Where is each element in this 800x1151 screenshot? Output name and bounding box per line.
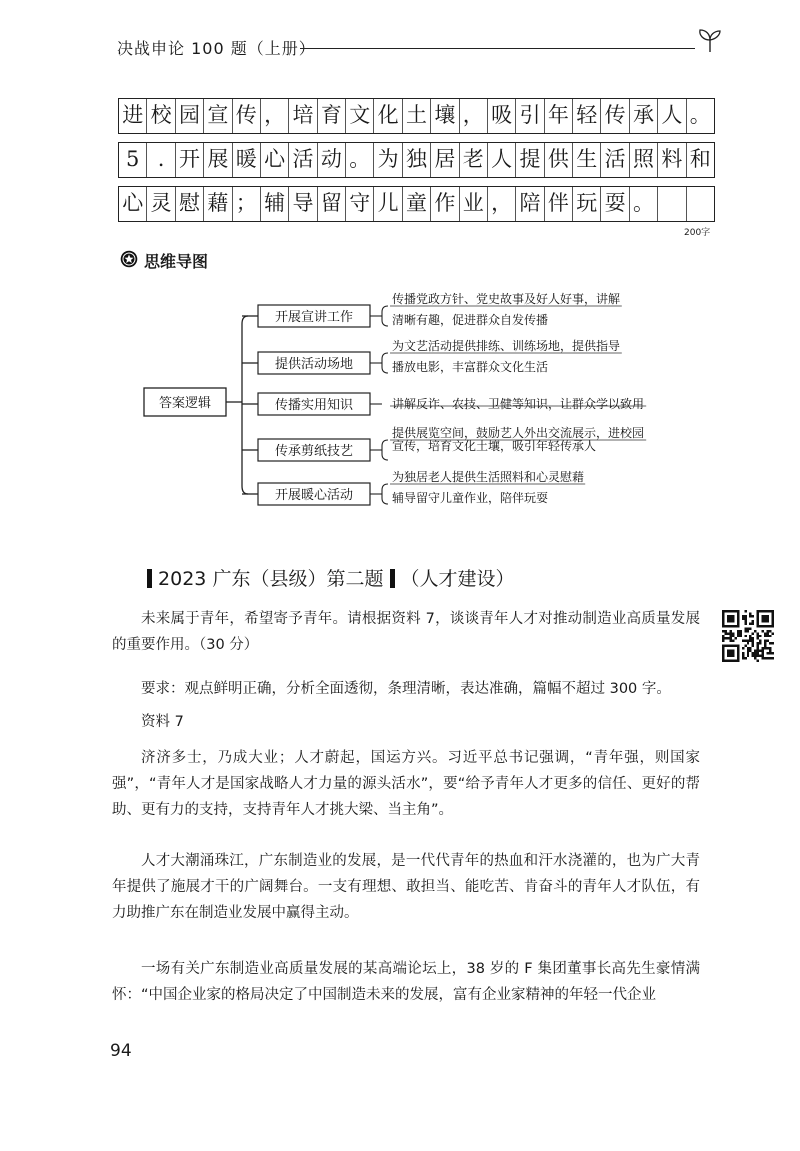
grid-cell: 照 <box>630 143 658 177</box>
grid-cell: 慰 <box>176 187 204 221</box>
grid-cell: 作 <box>431 187 459 221</box>
grid-cell: 培 <box>289 99 317 133</box>
mindmap-detail: 讲解反诈、农技、卫健等知识，让群众学以致用 <box>392 397 645 411</box>
grid-cell: 5 <box>119 143 147 177</box>
mindmap-detail: 为文艺活动提供排练、训练场地，提供指导 <box>392 339 621 353</box>
mindmap-heading: 思维导图 <box>144 252 209 271</box>
grid-cell: . <box>147 143 175 177</box>
grid-cell: ， <box>488 187 516 221</box>
grid-cell: 展 <box>204 143 232 177</box>
grid-cell: ； <box>233 187 261 221</box>
grid-cell: 供 <box>545 143 573 177</box>
word-count-label: 200字 <box>684 228 711 238</box>
heading-bar-right <box>390 569 395 588</box>
grid-cell: 伴 <box>545 187 573 221</box>
grid-cell: 童 <box>403 187 431 221</box>
mindmap-branch-label: 提供活动场地 <box>274 357 354 372</box>
grid-cell: 玩 <box>573 187 601 221</box>
grid-cell: 化 <box>374 99 402 133</box>
book-header-title: 决战申论 100 题（上册） <box>117 39 316 58</box>
grid-cell: 壤 <box>431 99 459 133</box>
grid-cell: 提 <box>516 143 544 177</box>
question-heading <box>147 564 515 591</box>
grid-cell: 暖 <box>233 143 261 177</box>
grid-cell: 辅 <box>261 187 289 221</box>
grid-cell: 引 <box>516 99 544 133</box>
grid-cell: 。 <box>689 103 711 127</box>
grid-cell: 园 <box>176 99 204 133</box>
grid-cell: 居 <box>431 143 459 177</box>
grid-cell: 。 <box>346 143 374 177</box>
mindmap-bracket <box>382 306 388 326</box>
grid-cell: 传 <box>601 99 629 133</box>
mindmap-detail: 提供展览空间，鼓励艺人外出交流展示，进校园 <box>392 426 645 440</box>
grid-cell: 料 <box>658 143 686 177</box>
grid-cell: 承 <box>630 99 658 133</box>
mindmap-bracket <box>382 353 388 373</box>
grid-cell: 校 <box>147 99 175 133</box>
mindmap-spine <box>242 316 248 494</box>
grid-cell: 宣 <box>204 99 232 133</box>
grid-cell: 和 <box>689 147 711 171</box>
grid-cell: 。 <box>630 187 658 221</box>
grid-cell: ， <box>261 99 289 133</box>
mindmap-bracket <box>382 440 388 460</box>
mindmap-branch-label: 开展宣讲工作 <box>274 310 354 325</box>
heading-bar-left <box>147 569 152 588</box>
grid-cell: 育 <box>318 99 346 133</box>
material-paragraph: 济济多士，乃成大业；人才蔚起，国运方兴。习近平总书记强调，“青年强，则国家强”，“青年人才是国家战略人才力量的源头活水”，要“给予青年人才更多的信任、更好的帮助、更有力的支持，支持青年人才挑大梁、当主角”。 <box>112 750 700 818</box>
grid-cell: 导 <box>289 187 317 221</box>
question-title: 2023 广东（县级）第二题 <box>158 568 384 590</box>
grid-cell: 生 <box>573 143 601 177</box>
grid-cell: 儿 <box>374 187 402 221</box>
grid-cell: 年 <box>545 99 573 133</box>
mindmap-detail: 清晰有趣，促进群众自发传播 <box>392 313 549 327</box>
mindmap-branch-label: 传播实用知识 <box>274 398 354 413</box>
mindmap-branch-label: 开展暖心活动 <box>274 488 354 503</box>
qr-code[interactable] <box>722 610 774 662</box>
grid-cell: 为 <box>374 143 402 177</box>
grid-cell: 守 <box>346 187 374 221</box>
grid-cell: 人 <box>488 143 516 177</box>
grid-cell: 老 <box>460 143 488 177</box>
grid-cell: 独 <box>403 143 431 177</box>
mindmap-branch-label: 传承剪纸技艺 <box>274 444 354 459</box>
grid-cell: ， <box>460 99 488 133</box>
grid-cell: 传 <box>233 99 261 133</box>
question-requirement: 要求：观点鲜明正确，分析全面透彻，条理清晰，表达准确，篇幅不超过 300 字。 <box>141 681 671 697</box>
question-topic-tag: （人才建设） <box>400 568 515 590</box>
grid-cell: 文 <box>346 99 374 133</box>
mindmap-detail: 宣传，培育文化土壤，吸引年轻传承人 <box>392 439 597 453</box>
grid-cell: 轻 <box>573 99 601 133</box>
grid-cell: 灵 <box>147 187 175 221</box>
grid-cell: 留 <box>318 187 346 221</box>
mindmap-detail: 播放电影，丰富群众文化生活 <box>392 360 549 374</box>
grid-cell: 活 <box>289 143 317 177</box>
grid-cell: 耍 <box>601 187 629 221</box>
grid-cell: 人 <box>658 99 686 133</box>
grid-cell: 心 <box>119 187 147 221</box>
grid-cell: 活 <box>601 143 629 177</box>
material-paragraph: 人才大潮涌珠江，广东制造业的发展，是一代代青年的热血和汗水浇灌的，也为广大青年提供了施展才干的广阔舞台。一支有理想、敢担当、能吃苦、肯奋斗的青年人才队伍，有力助推广东在制造业发展中赢得主动。 <box>112 853 700 921</box>
page-number: 94 <box>110 1041 132 1061</box>
grid-cell: 陪 <box>516 187 544 221</box>
grid-cell: 土 <box>403 99 431 133</box>
mindmap-bracket <box>382 484 388 504</box>
mindmap-diagram <box>0 0 800 560</box>
grid-cell: 吸 <box>488 99 516 133</box>
grid-cell: 动 <box>318 143 346 177</box>
grid-cell: 开 <box>176 143 204 177</box>
grid-cell: 业 <box>460 187 488 221</box>
material-label: 资料 7 <box>141 714 184 730</box>
mindmap-detail: 传播党政方针、党史故事及好人好事，讲解 <box>392 292 621 306</box>
question-prompt: 未来属于青年，希望寄予青年。请根据资料 7，谈谈青年人才对推动制造业高质量发展的重要作用。（30 分） <box>112 611 700 653</box>
mindmap-root-label: 答案逻辑 <box>158 396 212 411</box>
mindmap-detail: 为独居老人提供生活照料和心灵慰藉 <box>392 470 585 484</box>
mindmap-detail: 辅导留守儿童作业，陪伴玩耍 <box>392 491 549 505</box>
grid-cell: 进 <box>119 99 147 133</box>
material-paragraph: 一场有关广东制造业高质量发展的某高端论坛上，38 岁的 F 集团董事长高先生豪情满怀：“中国企业家的格局决定了中国制造未来的发展，富有企业家精神的年轻一代企业 <box>112 961 700 1003</box>
grid-cell: 藉 <box>204 187 232 221</box>
grid-cell: 心 <box>261 143 289 177</box>
